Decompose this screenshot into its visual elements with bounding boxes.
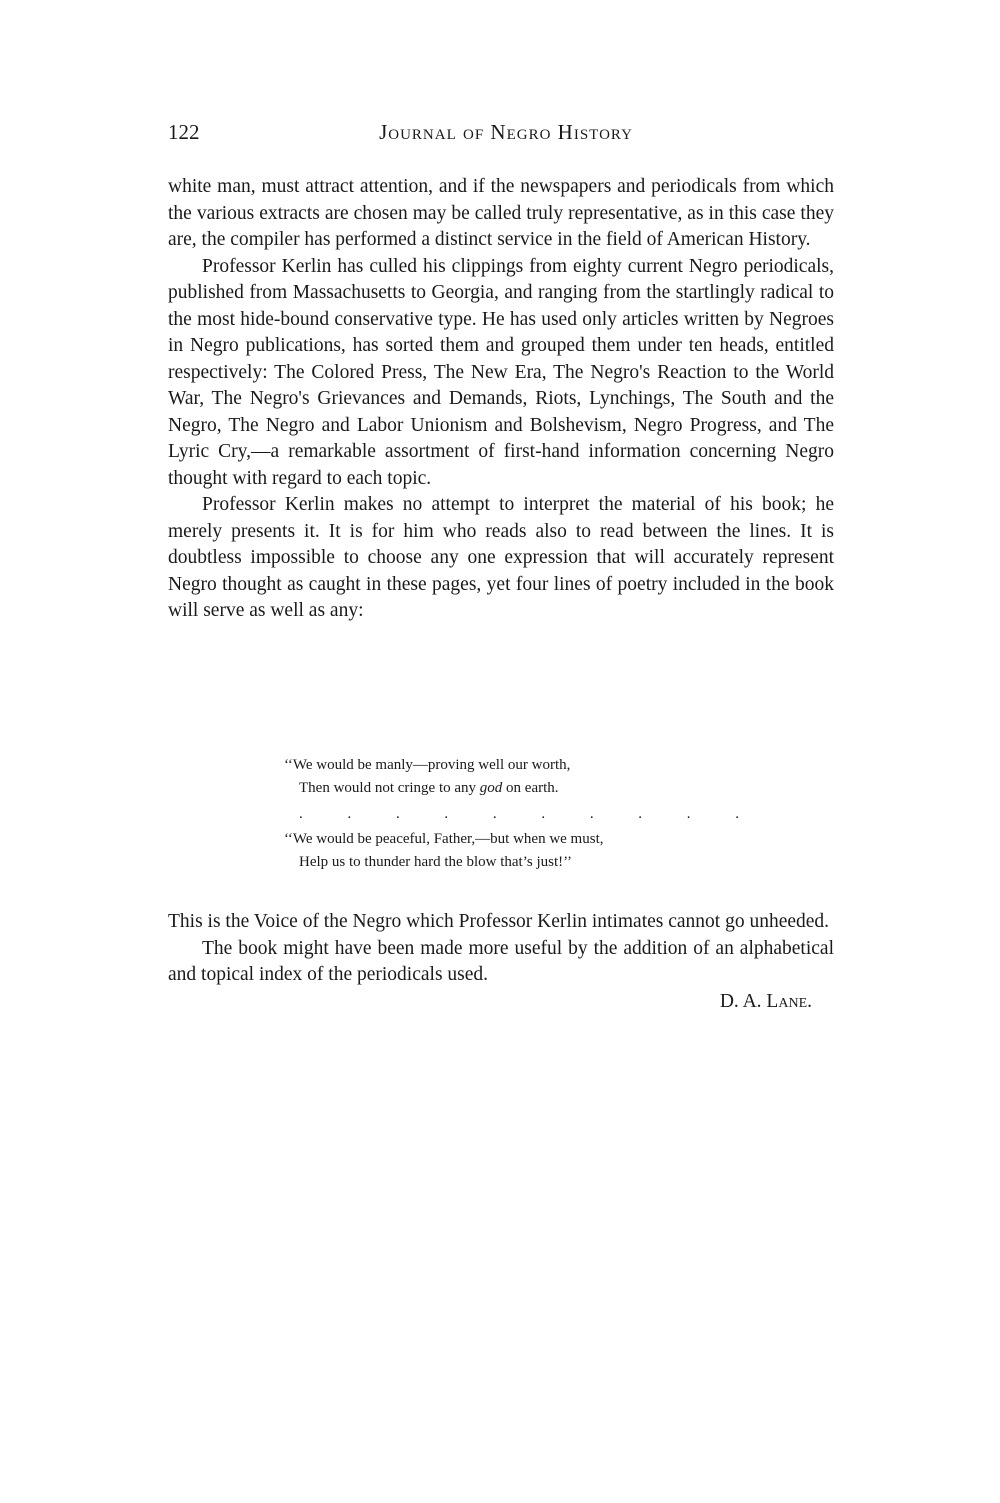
closing-paragraph-2: The book might have been made more useful by the addition of an alphabetical and topical index of the periodicals used. bbox=[168, 937, 834, 985]
poem-ellipsis bbox=[299, 806, 739, 822]
poem-line: Help us to thunder hard the blow that’s just!’’ bbox=[299, 854, 573, 870]
ellipsis-dot: . bbox=[444, 806, 449, 822]
poem-text: on earth. bbox=[502, 780, 559, 796]
ellipsis-dot: . bbox=[347, 806, 352, 822]
ellipsis-dot: . bbox=[541, 806, 546, 822]
closing-paragraph-1: This is the Voice of the Negro which Professor Kerlin intimates cannot go unheeded. bbox=[168, 911, 830, 932]
poem-italic-word: god bbox=[479, 780, 503, 796]
ellipsis-dot: . bbox=[686, 806, 691, 822]
poem-stanza-1 bbox=[284, 754, 754, 800]
ellipsis-dot: . bbox=[735, 806, 739, 822]
running-head: Journal of Negro History bbox=[379, 120, 633, 144]
ellipsis-dot: . bbox=[589, 806, 594, 822]
paragraph-3: Professor Kerlin makes no attempt to interpret the material of his book; he merely presents it. It is for him who reads also to read between the lines. It is doubtless impossible to choose any one expression that will accurately represent Negro thought as caught in these pages, yet four lines of poetry included in the book will serve as well as any: bbox=[168, 494, 834, 621]
paragraph-1: white man, must attract attention, and if the newspapers and periodicals from which the various extracts are chosen may be called truly representative, as in this case they are, the compiler has performed a distinct service in the field of American History. bbox=[168, 176, 834, 250]
poem-stanza-2 bbox=[284, 828, 754, 874]
ellipsis-dot: . bbox=[395, 806, 400, 822]
review-body bbox=[168, 174, 834, 625]
ellipsis-dot: . bbox=[492, 806, 497, 822]
page-header bbox=[168, 120, 834, 150]
poem-line: ‘‘We would be manly—proving well our worth, bbox=[284, 757, 571, 773]
reviewer-signature: D. A. Lane. bbox=[719, 990, 812, 1012]
ellipsis-dot: . bbox=[638, 806, 643, 822]
poem-quotation bbox=[284, 754, 754, 874]
poem-line bbox=[284, 777, 754, 800]
poem-line: ‘‘We would be peaceful, Father,—but when we must, bbox=[284, 831, 604, 847]
paragraph-2: Professor Kerlin has culled his clippings from eighty current Negro periodicals, published from Massachusetts to Georgia, and ranging from the startlingly radical to the most hide-bound conservative type. He has used only articles written by Negroes in Negro publications, has sorted them and grouped them under ten heads, entitled respectively: The Colored Press, The New Era, The Negro's Reaction to the World War, The Negro's Grievances and Demands, Riots, Lynchings, The South and the Negro, The Negro and Labor Unionism and Bolshevism, Negro Progress, and The Lyric Cry,—a remarkable assortment of first-hand information concerning Negro thought with regard to each topic. bbox=[168, 255, 834, 489]
review-closing bbox=[168, 909, 834, 1015]
poem-text: Then would not cringe to any bbox=[299, 780, 480, 796]
ellipsis-dot: . bbox=[299, 806, 303, 822]
page-number: 122 bbox=[168, 120, 200, 144]
